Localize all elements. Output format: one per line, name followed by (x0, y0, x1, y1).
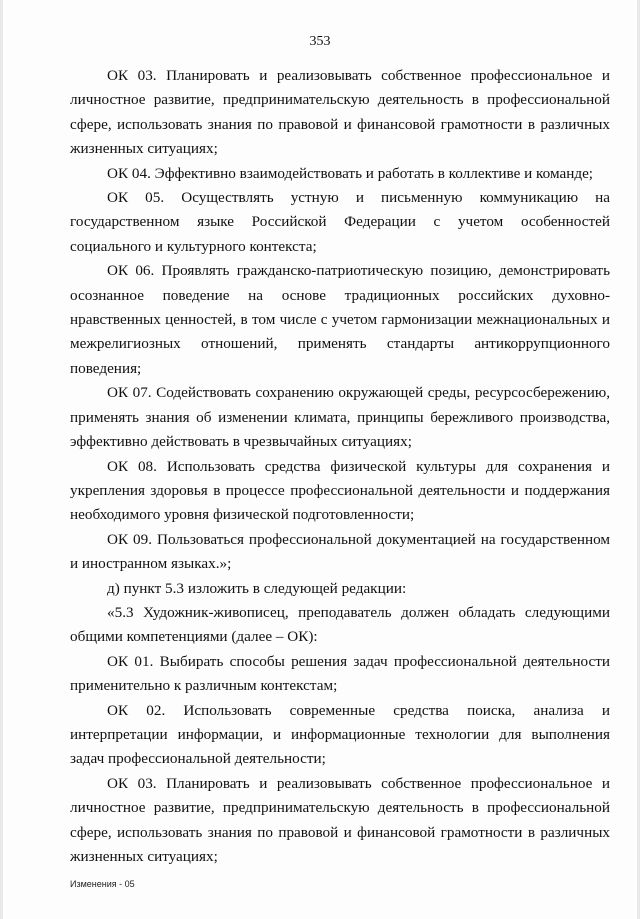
paragraph-ok-02: ОК 02. Использовать современные средства поиска, анализа и интерпретации информации, и информационные технологии для выполнения задач профессиональной деятельности; (70, 701, 610, 768)
paragraph-section-5-3: «5.3 Художник-живописец, преподаватель должен обладать следующими общими компетенциями (далее – ОК): (70, 603, 610, 646)
paragraph-ok-08: ОК 08. Использовать средства физической культуры для сохранения и укрепления здоровья в процессе профессиональной деятельности и поддержания необходимого уровня физической подготовленности; (70, 457, 610, 524)
paragraph-ok-09: ОК 09. Пользоваться профессиональной документацией на государственном и иностранном языках.»; (70, 530, 610, 573)
paragraph-item-d: д) пункт 5.3 изложить в следующей редакции: (107, 579, 407, 597)
footer-label: Изменения - 05 (70, 879, 135, 889)
paragraph-ok-04: ОК 04. Эффективно взаимодействовать и работать в коллективе и команде; (107, 164, 594, 182)
paragraph-ok-06: ОК 06. Проявлять гражданско-патриотическую позицию, демонстрировать осознанное поведение на основе традиционных российских духовно-нравственных ценностей, в том числе с учетом гармонизации межнациональных и межрелигиозных отношений, применять стандарты антикоррупционного поведения; (70, 262, 610, 377)
paragraph-ok-07: ОК 07. Содействовать сохранению окружающей среды, ресурсосбережению, применять знания об изменении климата, принципы бережливого производства, эффективно действовать в чрезвычайных ситуациях; (70, 384, 610, 451)
paragraph-ok-05: ОК 05. Осуществлять устную и письменную коммуникацию на государственном языке Российской Федерации с учетом особенностей социального и культурного контекста; (70, 189, 610, 255)
paragraph-ok-01: ОК 01. Выбирать способы решения задач профессиональной деятельности применительно к различным контекстам; (70, 652, 610, 695)
paragraph-ok-03: ОК 03. Планировать и реализовывать собственное профессиональное и личностное развитие, предпринимательскую деятельность в профессиональной сфере, использовать знания по правовой и финансовой грамотности в различных жизненных ситуациях; (70, 67, 610, 158)
document-body (70, 64, 610, 869)
left-page-edge (0, 0, 3, 919)
page-number: 353 (309, 34, 331, 49)
paragraph-ok-03-repeat: ОК 03. Планировать и реализовывать собственное профессиональное и личностное развитие, предпринимательскую деятельность в профессиональной сфере, использовать знания по правовой и финансовой грамотности в различных жизненных ситуациях; (70, 774, 610, 865)
